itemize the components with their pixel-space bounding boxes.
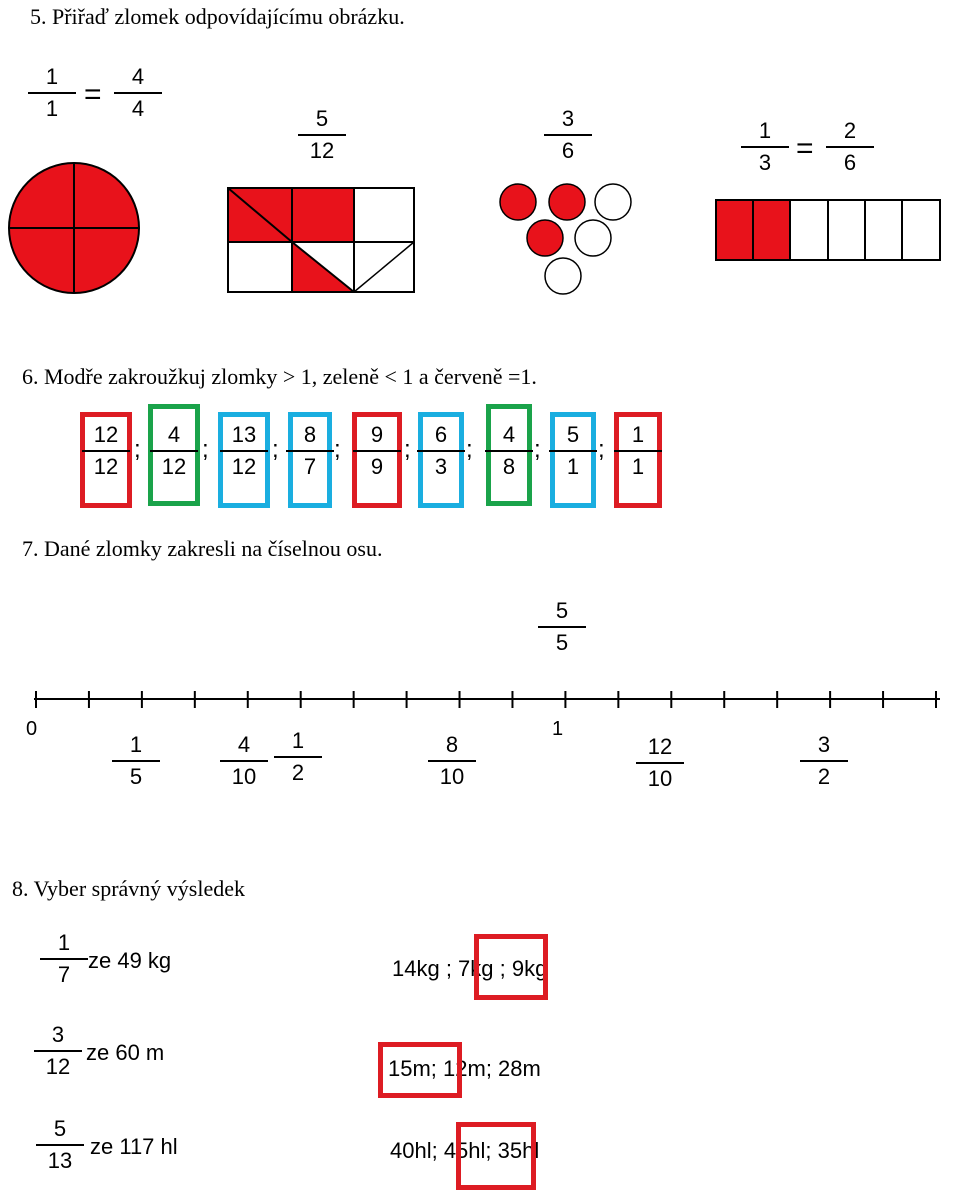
- fraction-13-12: 13 12: [214, 424, 274, 478]
- fraction-8-7: 8 7: [280, 424, 340, 478]
- fraction-5-12: 5 12: [292, 108, 352, 162]
- bar-picture: [712, 196, 944, 264]
- task8-fraction-1: 1 7: [34, 932, 94, 986]
- fraction-1-3: 1 3: [735, 120, 795, 174]
- axis-fraction-1-2: 1 2: [268, 730, 328, 784]
- separator: ;: [134, 436, 141, 463]
- task8-answers-2: 15m; 12m; 28m: [388, 1056, 541, 1081]
- rectangle-picture: [222, 182, 422, 300]
- separator: ;: [598, 436, 605, 463]
- fraction-6-3: 6 3: [411, 424, 471, 478]
- axis-fraction-3-2: 3 2: [794, 734, 854, 788]
- fraction-4-4: 4 4: [108, 66, 168, 120]
- axis-fraction-4-10: 4 10: [214, 734, 274, 788]
- number-line-zero: 0: [26, 718, 38, 740]
- separator: ;: [404, 436, 411, 463]
- task8-quantity-2: ze 60 m: [86, 1040, 165, 1065]
- fraction-12-12: 12 12: [76, 424, 136, 478]
- fraction-3-6: 3 6: [538, 108, 598, 162]
- task6-heading: 6. Modře zakroužkuj zlomky > 1, zeleně < 1 a červeně =1.: [22, 364, 537, 389]
- dots-picture: [495, 178, 640, 300]
- task8-answers-1: 14kg ; 7kg ; 9kg: [392, 956, 548, 981]
- answer-box-7kg: [474, 934, 548, 1000]
- fraction-9-9: 9 9: [347, 424, 407, 478]
- axis-fraction-8-10: 8 10: [422, 734, 482, 788]
- task5-heading: 5. Přiřaď zlomek odpovídajícímu obrázku.: [30, 4, 405, 29]
- fraction-4-8: 4 8: [479, 424, 539, 478]
- separator: ;: [272, 436, 279, 463]
- number-line-one: 1: [552, 718, 564, 740]
- answer-box-15m: [378, 1042, 462, 1098]
- fraction-1-1: 1 1: [608, 424, 668, 478]
- axis-fraction-1-5: 1 5: [106, 734, 166, 788]
- equals-sign: =: [84, 78, 102, 111]
- task8-heading: 8. Vyber správný výsledek: [12, 876, 245, 901]
- answer-box-45hl: [456, 1122, 536, 1190]
- separator: ;: [466, 436, 473, 463]
- task7-heading: 7. Dané zlomky zakresli na číselnou osu.: [22, 536, 383, 561]
- task8-fraction-3: 5 13: [30, 1118, 90, 1172]
- separator: ;: [534, 436, 541, 463]
- task8-answers-3: 40hl; 45hl; 35hl: [390, 1138, 540, 1163]
- task8-quantity-1: ze 49 kg: [88, 948, 172, 973]
- fraction-1-1: 1 1: [22, 66, 82, 120]
- fraction-2-6: 2 6: [820, 120, 880, 174]
- task8-fraction-2: 3 12: [28, 1024, 88, 1078]
- number-line: [30, 688, 944, 714]
- equals-sign-2: =: [796, 132, 814, 165]
- fraction-4-12: 4 12: [144, 424, 204, 478]
- fraction-5-5: 5 5: [532, 600, 592, 654]
- separator: ;: [202, 436, 209, 463]
- separator: ;: [334, 436, 341, 463]
- axis-fraction-12-10: 12 10: [630, 736, 690, 790]
- fraction-5-1: 5 1: [543, 424, 603, 478]
- circle-picture: [0, 160, 150, 300]
- task8-quantity-3: ze 117 hl: [90, 1134, 178, 1159]
